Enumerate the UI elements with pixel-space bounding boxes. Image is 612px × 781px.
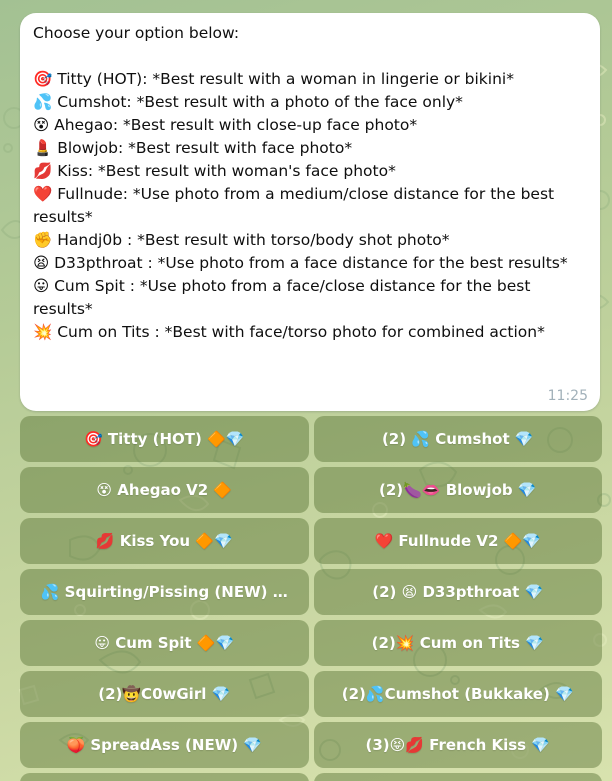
- message-option-line: ❤️ Fullnude: *Use photo from a medium/close distance for the best results*: [33, 185, 555, 226]
- keyboard-button[interactable]: 💦 Squirting/Pissing (NEW) …: [20, 569, 309, 615]
- message-option-line: 🎯 Titty (HOT): *Best result with a woman in lingerie or bikini*: [33, 70, 514, 88]
- keyboard-button[interactable]: (2)💦Cumshot (Bukkake) 💎: [314, 671, 603, 717]
- keyboard-button[interactable]: 😵 Ahegao V2 🔶: [20, 467, 309, 513]
- keyboard-button[interactable]: 🍑 SpreadAss (NEW) 💎: [20, 722, 309, 768]
- message-time: 11:25: [547, 388, 588, 404]
- message-options: [33, 68, 588, 344]
- keyboard-button[interactable]: 💋 Kiss You 🔶💎: [20, 518, 309, 564]
- message-option-line: 💥 Cum on Tits : *Best with face/torso photo for combined action*: [33, 323, 545, 341]
- message-intro: Choose your option below:: [33, 24, 240, 42]
- keyboard-button[interactable]: (2)🍆👄 Blowjob 💎: [314, 467, 603, 513]
- message-option-line: 💋 Kiss: *Best result with woman's face photo*: [33, 162, 396, 180]
- message-option-line: 😵 Ahegao: *Best result with close-up face photo*: [33, 116, 418, 134]
- message-bubble: [20, 13, 600, 411]
- message-option-line: 😫 D33pthroat : *Use photo from a face distance for the best results*: [33, 254, 568, 272]
- keyboard-button[interactable]: ❤️ Fullnude V2 🔶💎: [314, 518, 603, 564]
- inline-keyboard: [20, 416, 602, 781]
- keyboard-button[interactable]: (2) 😫 D33pthroat 💎: [314, 569, 603, 615]
- message-option-line: 😛 Cum Spit : *Use photo from a face/close distance for the best results*: [33, 277, 531, 318]
- keyboard-button[interactable]: 🎯 Titty (HOT) 🔶💎: [20, 416, 309, 462]
- chat-content: [20, 13, 602, 781]
- keyboard-button[interactable]: 😛 Cum Spit 🔶💎: [20, 620, 309, 666]
- message-option-line: 💄 Blowjob: *Best result with face photo*: [33, 139, 353, 157]
- keyboard-button[interactable]: (2) 💦 Cumshot 💎: [314, 416, 603, 462]
- keyboard-button[interactable]: (2)🤠C0wGirl 💎: [20, 671, 309, 717]
- message-text: [33, 22, 588, 344]
- keyboard-button[interactable]: [20, 773, 309, 781]
- message-option-line: ✊ Handj0b : *Best result with torso/body shot photo*: [33, 231, 450, 249]
- keyboard-button[interactable]: (2)💥 Cum on Tits 💎: [314, 620, 603, 666]
- keyboard-button[interactable]: [314, 773, 603, 781]
- keyboard-button[interactable]: (3)😝💋 French Kiss 💎: [314, 722, 603, 768]
- message-option-line: 💦 Cumshot: *Best result with a photo of the face only*: [33, 93, 463, 111]
